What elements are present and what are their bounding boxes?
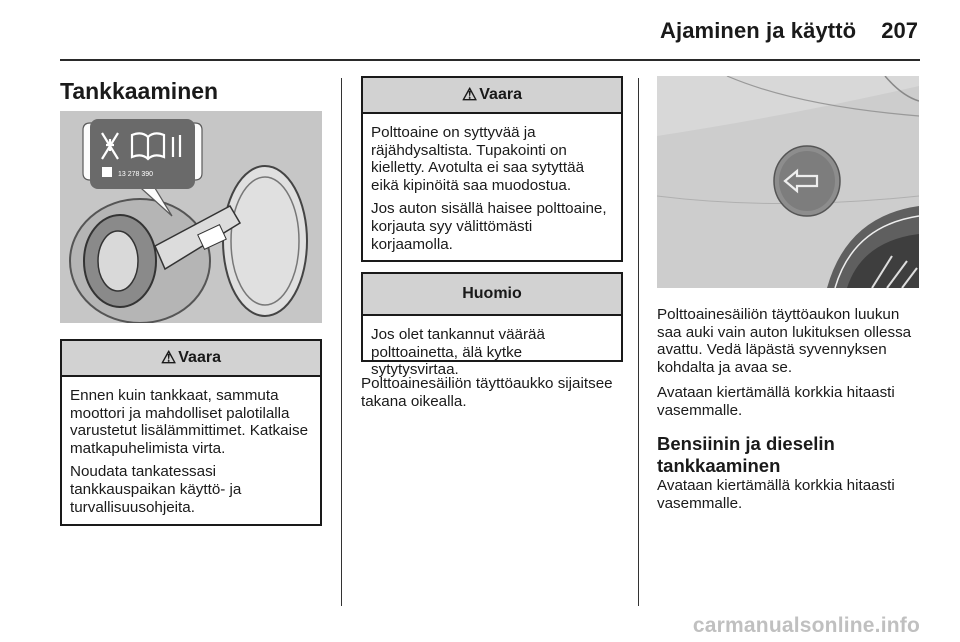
fuel-filler-cap-figure [60,111,322,323]
header-rule [60,59,920,61]
notice-box [361,272,623,379]
warning-paragraph: Noudata tankatessasi tankkauspaikan käyttö- ja turvallisuusohjeita. [70,463,242,516]
warning-box-body [363,114,621,261]
header-title: Ajaminen ja käyttö [660,18,857,43]
watermark: carmanualsonline.info [692,614,920,637]
column-divider-right [638,78,639,606]
warning-paragraph: Jos auton sisällä haisee polttoaine, korjauta syy välittömästi korjaamolla. [371,200,607,253]
notice-box-heading [363,274,621,316]
column-divider-left [341,78,342,606]
warning-box-heading [363,78,621,114]
fuel-door-figure [657,76,919,288]
warning-heading-text: Vaara [479,86,522,103]
warning-triangle-icon: ⚠ [462,85,478,104]
label-code-text: 13 278 390 [118,171,154,178]
car-fuel-door-illustration [657,76,919,288]
subheading-petrol-diesel: Bensiinin ja dieselin tankkaaminen [657,433,835,476]
fuel-filler-location-text: Polttoainesäiliön täyttöaukko sijaitsee takana oikealla. [361,375,613,410]
warning-heading-text: Vaara [178,349,221,366]
instruction-paragraph: Avataan kiertämällä korkkia hitaasti vasemmalle. [657,384,895,419]
warning-triangle-icon: ⚠ [161,348,177,367]
notice-paragraph: Jos olet tankannut väärää polttoainetta, älä kytke sytytysvirtaa. [371,326,545,379]
warning-box-heading [62,341,320,377]
section-title: Tankkaaminen [60,78,219,104]
warning-paragraph: Ennen kuin tankkaat, sammuta moottori ja mahdolliset palotilalla varustetut lisälämmittimet. Katkaise matkapuhelimista virta. [70,387,309,457]
fuel-door-instructions [657,306,927,420]
notice-heading-text: Huomio [462,285,522,302]
page-number: 207 [881,18,918,43]
fuel-cap-illustration [60,111,322,323]
warning-box-body [62,377,320,524]
petrol-diesel-text: Avataan kiertämällä korkkia hitaasti vasemmalle. [657,477,895,512]
warning-box-fuelling [60,339,322,526]
warning-box-flammable [361,76,623,262]
instruction-paragraph: Polttoainesäiliön täyttöaukon luukun saa auki vain auton lukituksen ollessa avattu. Vedä läpästä syvennyksen kohdalta ja avaa se. [657,306,912,376]
warning-paragraph: Polttoaine on syttyvää ja räjähdysaltista. Tupakointi on kielletty. Avotulta ei saa sytyttää eikä kipinöitä saa muodostua. [371,124,585,194]
